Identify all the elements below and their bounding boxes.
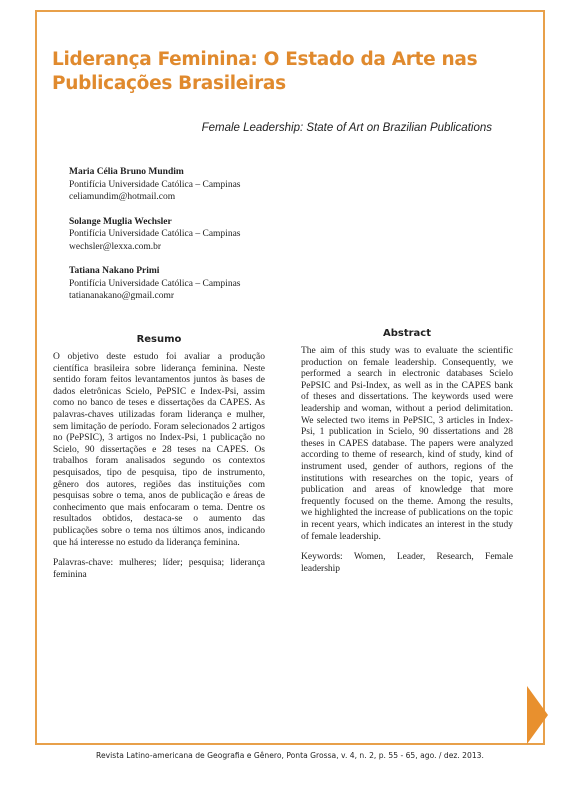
author-email: tatiananakano@gmail.comr: [69, 291, 175, 301]
abstract-keywords: Keywords: Women, Leader, Research, Female leadership: [301, 552, 513, 574]
article-subtitle: Female Leadership: State of Art on Brazilian Publications: [201, 122, 492, 134]
resumo-keywords: Palavras-chave: mulheres; líder; pesquisa; liderança feminina: [53, 558, 265, 580]
author-affiliation: Pontifícia Universidade Católica – Campinas: [69, 278, 241, 289]
author-list: [69, 166, 369, 315]
abstract-section: [301, 328, 513, 575]
author-name: Solange Muglia Wechsler: [69, 216, 172, 227]
next-page-arrow-icon[interactable]: [527, 686, 548, 744]
author-affiliation: Pontifícia Universidade Católica – Campinas: [69, 179, 241, 190]
resumo-text: O objetivo deste estudo foi avaliar a produção científica brasileira sobre liderança feminina. Neste sentido foram feitos levantamentos juntos às bases de dados eletrônicas Scielo, PePSIC e Index-Psi, assim como no banco de teses e dissertações da CAPES. As palavras-chaves utilizadas foram liderança e mulher, sem limitação de período. Foram selecionados 2 artigos no (PePSIC), 3 artigos no Index-Psi, 1 publicação no Scielo, 90 dissertações e 28 teses na CAPES. Os trabalhos foram analisados segundo os contextos pesquisados, tipo de pesquisa, tipo de instrumento, gênero dos autores, regiões das instituições com pesquisas sobre o tema, anos de publicação e áreas de conhecimento que mais enfocaram o tema. Dentre os resultados obtidos, destaca-se o aumento das publicações sobre o tema nos últimos anos, indicando que há interesse no estudo da liderança feminina.: [53, 352, 265, 548]
author-entry: [69, 216, 369, 254]
author-entry: [69, 265, 369, 303]
author-email: celiamundim@hotmail.com: [69, 192, 176, 202]
resumo-heading: Resumo: [136, 334, 182, 345]
abstract-text: The aim of this study was to evaluate the scientific production on female leadership. Consequently, we performed a search in electronic databases Scielo PePSIC and Psi-Index, as well as in the CAPES bank of theses and dissertations. The keywords used were leadership and woman, without a period delimitation. We selected two items in PePSIC, 3 articles in Index-Psi, 1 publication in Scielo, 90 dissertations and 28 theses in CAPES database. The papers were analyzed according to theme of research, kind of study, kind of instrument used, gender of authors, regions of the institutions with researches on the topic, years of publication and areas of knowledge that more frequently focused on the theme. Among the results, we highlighted the increase of publications on the topic in recent years, which indicates an interest in the study of female leadership.: [301, 346, 513, 542]
abstract-heading: Abstract: [382, 328, 432, 339]
author-name: Maria Célia Bruno Mundim: [69, 167, 184, 177]
author-entry: [69, 166, 369, 204]
author-email: wechsler@lexxa.com.br: [69, 241, 162, 252]
resumo-section: [53, 334, 265, 581]
author-name: Tatiana Nakano Primi: [69, 266, 160, 276]
author-affiliation: Pontifícia Universidade Católica – Campinas: [69, 229, 241, 239]
journal-citation-footer: Revista Latino-americana de Geografia e Gênero, Ponta Grossa, v. 4, n. 2, p. 55 - 65, ago. / dez. 2013.: [96, 751, 484, 760]
article-title: Liderança Feminina: O Estado da Arte nas Publicações Brasileiras: [52, 49, 478, 94]
